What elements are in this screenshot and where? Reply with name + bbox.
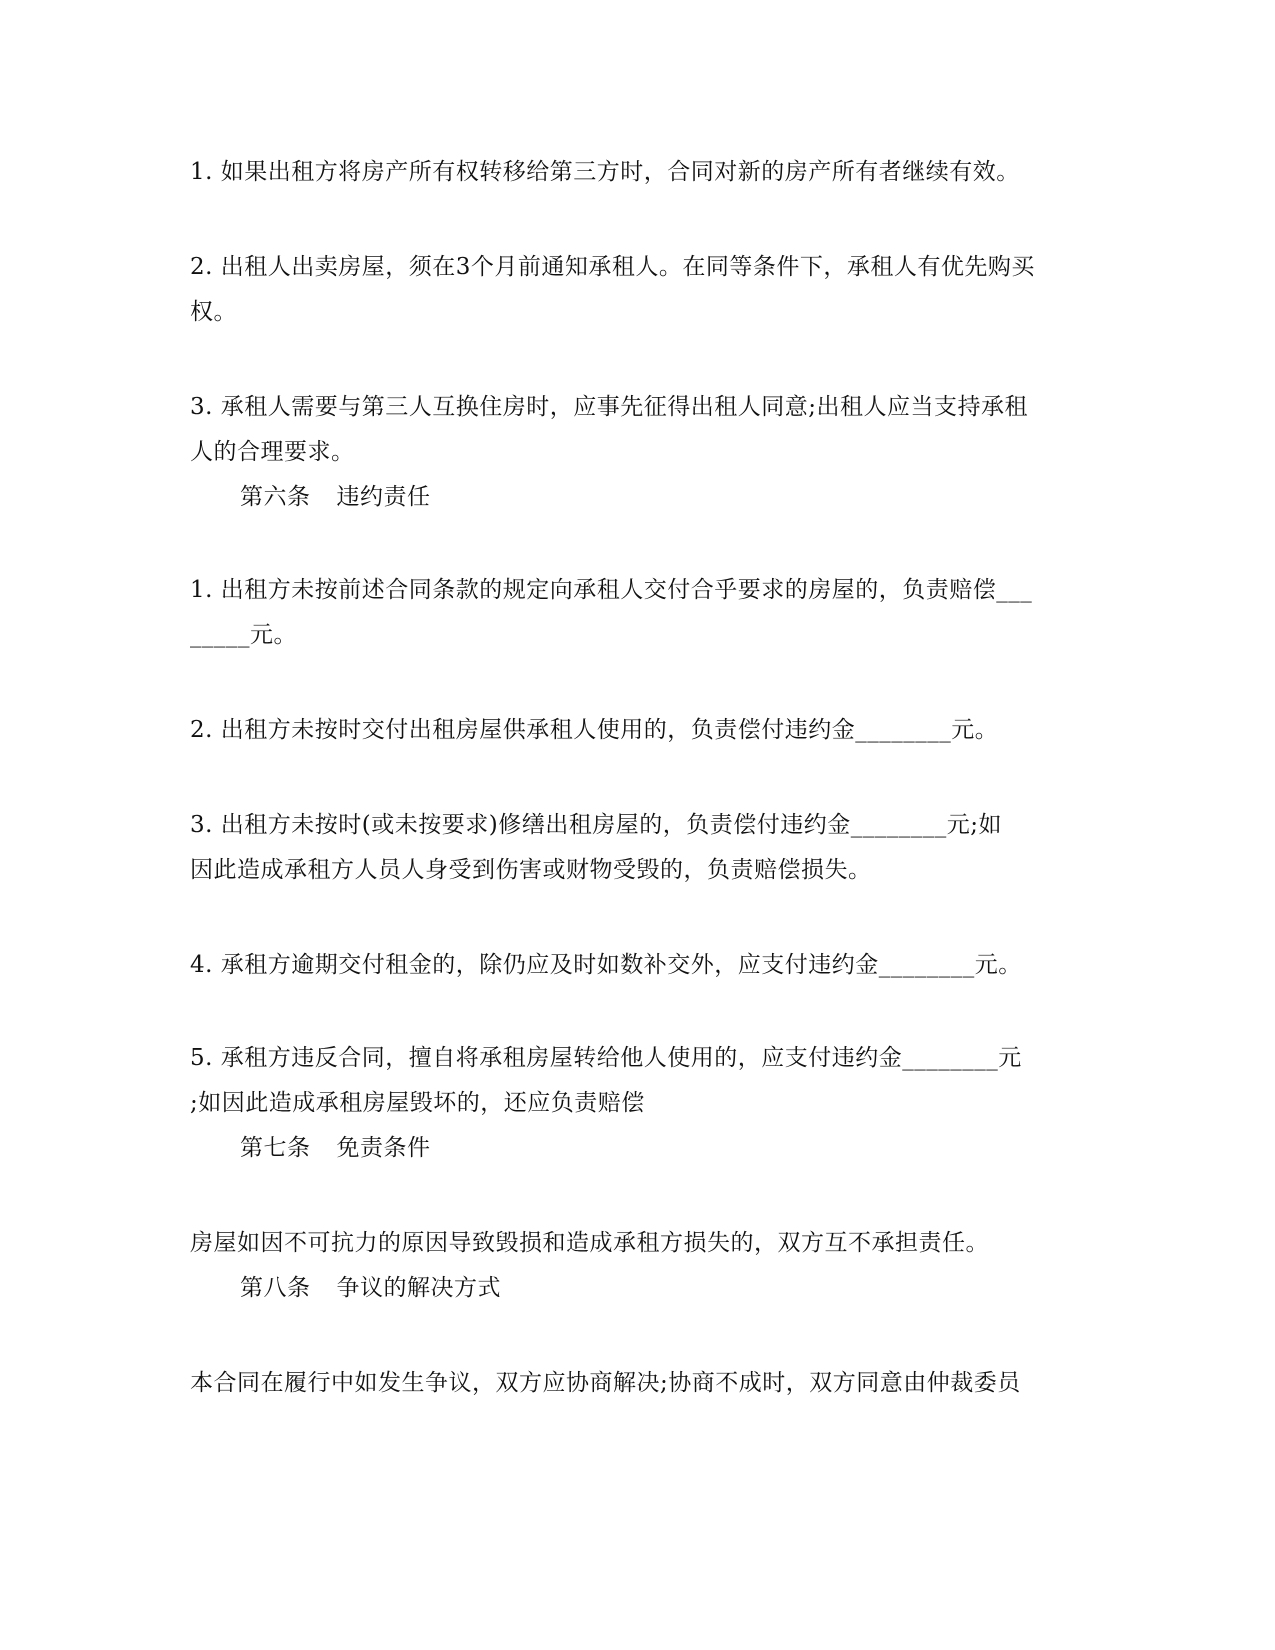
article-6-title: 违约责任 — [336, 484, 431, 510]
article-7-body: 房屋如因不可抗力的原因导致毁损和造成承租方损失的，双方互不承担责任。 — [190, 1230, 989, 1256]
article-8-number: 第八条 — [240, 1275, 311, 1301]
clause-6-2-line-1: 2. 出租方未按时交付出租房屋供承租人使用的，负责偿付违约金________元。 — [190, 717, 999, 743]
clause-5-1-line-1: 1. 如果出租方将房产所有权转移给第三方时，合同对新的房产所有者继续有效。 — [190, 159, 1020, 185]
clause-6-1-line-2: _____元。 — [190, 622, 297, 648]
clause-5-2-line-1: 2. 出租人出卖房屋，须在3个月前通知承租人。在同等条件下，承租人有优先购买 — [190, 254, 1035, 280]
clause-5-2-line-2: 权。 — [190, 299, 237, 325]
article-8-body: 本合同在履行中如发生争议，双方应协商解决;协商不成时，双方同意由仲裁委员 — [190, 1370, 1021, 1396]
clause-6-3-line-2: 因此造成承租方人员人身受到伤害或财物受毁的，负责赔偿损失。 — [190, 857, 872, 883]
article-7-heading — [240, 1133, 431, 1163]
article-6-heading — [240, 482, 431, 512]
clause-5-3-line-1: 3. 承租人需要与第三人互换住房时，应事先征得出租人同意;出租人应当支持承租 — [190, 394, 1029, 420]
article-7-number: 第七条 — [240, 1135, 311, 1161]
article-8-title: 争议的解决方式 — [336, 1275, 501, 1301]
article-8-heading — [240, 1273, 501, 1303]
clause-6-5-line-2: ;如因此造成承租房屋毁坏的，还应负责赔偿 — [190, 1090, 645, 1116]
clause-6-1-line-1: 1. 出租方未按前述合同条款的规定向承租人交付合乎要求的房屋的，负责赔偿___ — [190, 577, 1033, 603]
article-6-number: 第六条 — [240, 484, 311, 510]
article-7-title: 免责条件 — [336, 1135, 431, 1161]
clause-5-3-line-2: 人的合理要求。 — [190, 439, 355, 465]
clause-6-5-line-1: 5. 承租方违反合同，擅自将承租房屋转给他人使用的，应支付违约金________元 — [190, 1045, 1022, 1071]
clause-6-3-line-1: 3. 出租方未按时(或未按要求)修缮出租房屋的，负责偿付违约金________元;如 — [190, 812, 1002, 838]
clause-6-4-line-1: 4. 承租方逾期交付租金的，除仍应及时如数补交外，应支付违约金________元。 — [190, 952, 1022, 978]
